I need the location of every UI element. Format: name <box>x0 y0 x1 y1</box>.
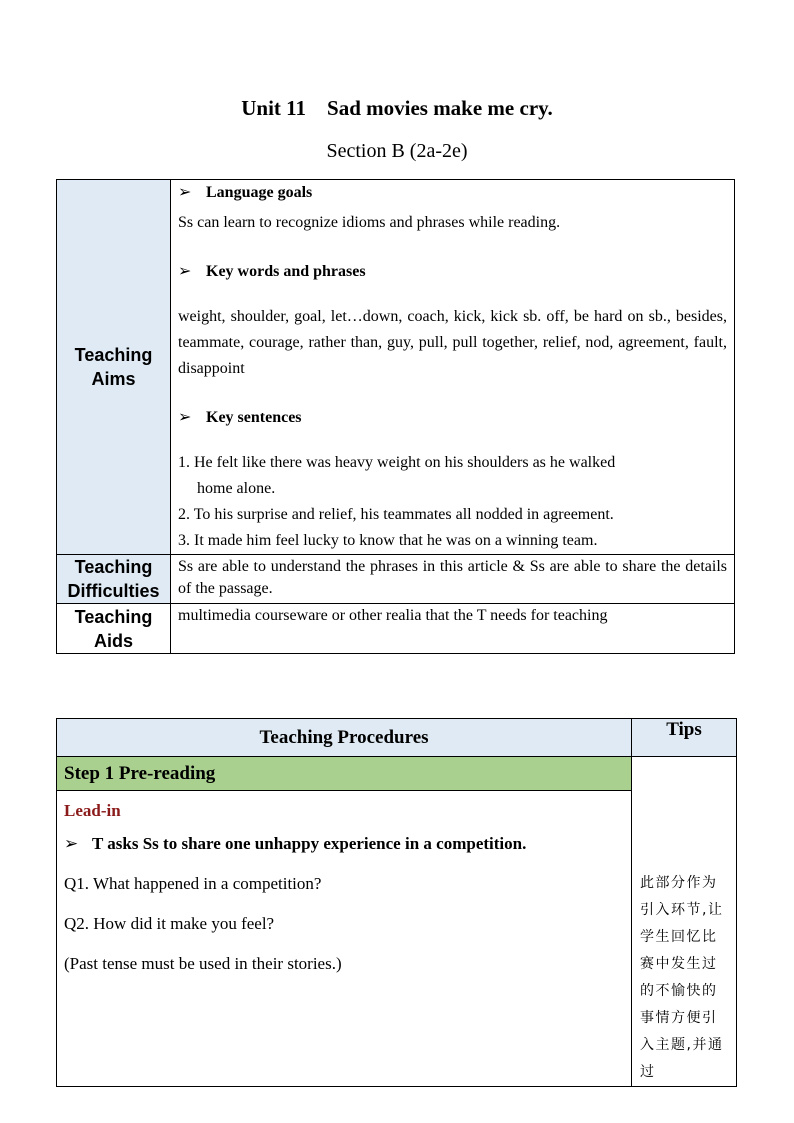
tips-text: 此部分作为引入环节,让学生回忆比赛中发生过的不愉快的事情方便引入主题,并通过 <box>640 875 724 1080</box>
tips-header: Tips <box>632 719 737 757</box>
arrow-bullet-icon: ➢ <box>64 834 79 853</box>
key-sentences-heading: ➢ Key sentences <box>178 405 727 431</box>
teaching-aims-label: Teaching Aims <box>57 180 171 555</box>
procedures-header: Teaching Procedures <box>57 719 632 757</box>
teaching-aims-content <box>171 180 735 555</box>
sentence-item: 2. To his surprise and relief, his teammates all nodded in agreement. <box>178 506 614 523</box>
procedure-note: (Past tense must be used in their stories.) <box>64 954 342 973</box>
question-2: Q2. How did it make you feel? <box>64 914 275 933</box>
teaching-aids-label: Teaching Aids <box>57 604 171 654</box>
tips-cell <box>632 757 737 1087</box>
teaching-difficulties-label: Teaching Difficulties <box>57 555 171 604</box>
teaching-procedures-table <box>56 718 737 1087</box>
arrow-bullet-icon: ➢ <box>178 263 192 280</box>
key-words-heading: ➢ Key words and phrases <box>178 259 727 285</box>
teaching-aids-text: multimedia courseware or other realia that the T needs for teaching <box>171 604 735 654</box>
teaching-difficulties-text: Ss are able to understand the phrases in this article & Ss are able to share the details of the passage. <box>171 555 735 604</box>
language-goals-heading: ➢ Language goals <box>178 180 727 206</box>
sentence-item: 1. He felt like there was heavy weight on his shoulders as he walked <box>178 454 616 471</box>
sentence-item: home alone. <box>197 480 276 497</box>
arrow-bullet-icon: ➢ <box>178 184 192 201</box>
key-sentences-list <box>178 450 727 554</box>
language-goals-text: Ss can learn to recognize idioms and phrases while reading. <box>178 214 561 231</box>
step-1-header: Step 1 Pre-reading <box>57 757 632 791</box>
key-words-text: weight, shoulder, goal, let…down, coach, kick, kick sb. off, be hard on sb., besides, teammate, courage, rather than, guy, pull, pull together, relief, nod, agreement, fault, disappoint <box>178 308 727 377</box>
step-1-content <box>57 791 632 1087</box>
page-subtitle: Section B (2a-2e) <box>326 140 468 162</box>
lead-in-label: Lead-in <box>64 801 121 820</box>
teaching-aims-table <box>56 179 735 654</box>
page-title: Unit 11 Sad movies make me cry. <box>241 96 553 120</box>
arrow-bullet-icon: ➢ <box>178 409 192 426</box>
task-instruction: ➢ T asks Ss to share one unhappy experience in a competition. <box>64 834 527 853</box>
question-1: Q1. What happened in a competition? <box>64 874 322 893</box>
sentence-item: 3. It made him feel lucky to know that he was on a winning team. <box>178 532 598 549</box>
